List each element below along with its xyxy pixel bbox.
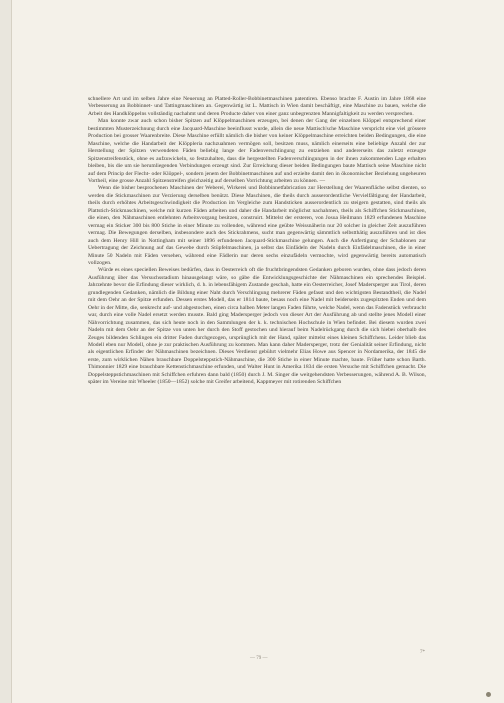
paragraph-1: schnellere Art und im selben Jahre eine Neuerung an Platted-Roller-Bobbinetmaschinen patentiren. Ebenso brachte F. Austin im Jahre 1868 eine Verbesserung an Bobbinnet- und Tattingmaschinen an. Gegenwärtig ist L. Mattisch in Wien damit beschäftigt, eine Maschine zu bauen, welche die Arbeit des Handklöppelns vollständig nachahmt und deren Producte daher von einer ganz unbegrenzten Mannigfaltigkeit zu werden versprechen. <box>88 96 426 117</box>
scan-spot <box>486 692 491 697</box>
paragraph-4: Würde es eines speciellen Beweises bedürfen, dass in Oesterreich oft die fruchtbringendsten Gedanken geboren wurden, ohne dass jedoch deren Ausführung über das Versuchsstadium hinausgelangt wäre, so gäbe die Entwicklungsgeschichte der Nähmaschinen ein sprechendes Beispiel. Jahrzehnte bevor die Erfindung dieser wirklich, d. h. in lebensfähigem Zustande geschah, hatte ein Oesterreicher, Josef Madersperger aus Tirol, deren grundlegenden Gedanken, nämlich die Bildung einer Naht durch Verschlingung mehrerer Fäden gefasst und den wichtigsten Bestandtheil, die Nadel mit dem Oehr an der Spitze erfunden. Dessen erstes Modell, das er 1814 baute, besass noch eine Nadel mit beiderseits zugespitzten Enden und dem Oehr in der Mitte, die, senkrecht auf- und abgestochen, einen circa halben Meter langen Faden führte, welche Nadel, wenn das Fadenstück verbraucht war, durch eine volle Nadel ersetzt werden musste. Bald ging Madersperger jedoch von dieser Art der Ausführung ab und stellte jenes Modell einer Nähvorrichtung zusammen, das sich heute noch in den Sammlungen der k. k. technischen Hochschule in Wien befindet. Bei diesem wurden zwei Nadeln mit dem Oehr an der Spitze von unten her durch den Stoff gestochen und hierauf beim Nadelrückgang durch die sich hiebei oberhalb des Zeuges bildenden Schlingen ein dritter Faden durchgezogen, ursprünglich mit der Hand, später mittelst eines kleinen Schiffchens. Leider blieb das Modell eben nur Modell, ohne je zur praktischen Ausführung zu kommen. Man kann daher Madersperger, trotz der Genialität seiner Erfindung, nicht als eigentlichen Erfinder der Nähmaschinen bezeichnen. Dieses Verdienst gebührt vielmehr Elias Howe aus Spencer in Nordamerika, der 1845 die erste, zum wirklichen Nähen brauchbare Doppelsteppstich-Nähmaschine, die 300 Stiche in einer Minute machte, baute. Früher hatte schon Barth. Thimonnier 1829 eine brauchbare Kettenstichmaschine erfunden, und Walter Hunt in Amerika 1834 die ersten Versuche mit Schiffchen gemacht. Die Doppelsteppstichmaschinen mit Schiffchen erfuhren dann bald (1850) durch J. M. Singer die weitgehendsten Verbesserungen, während A. B. Wilson, später im Vereine mit Wheeler (1850—1852) solche mit Greifer arbeitend, Kappmeyer mit rotirenden Schiffchen <box>88 267 426 386</box>
page-number: — 79 — <box>250 656 268 661</box>
body-text <box>88 96 426 387</box>
document-page <box>12 0 504 703</box>
signature-mark: 7* <box>420 650 425 655</box>
paragraph-3: Wenn die bisher besprochenen Maschinen der Weberei, Wirkerei und Bobbinnetfabrication zur Herstellung der Waarenfläche selbst dienten, so werden die Stickmaschinen zur Verzierung derselben benützt. Diese Maschinen, die theils durch ausserordentliche Vervielfältigung der Handarbeit, theils durch erhöhtes Arbeitsgeschwindigkeit die Production im Vergleiche zum Handsticken ausserordentlich zu steigern gestatten, sind theils als Plattstich-Stickmaschinen, welche mit kurzen Fäden arbeiten und daher die Handarbeit möglichst nachahmen, theils als Schiffchen Stickmaschinen, die einen, den Nähmaschinen entlehnten Arbeitsvorgang besitzen, construirt. Mittelst der ersteren, von Josua Heilmann 1829 erfundenen Maschine vermag ein Sticker 300 bis 800 Stiche in einer Minute zu vollenden, während eine geübte Weissnäherin nur 20 solcher in gleicher Zeit auszuführen vermag. Die Bewegungen derselben, insbesondere auch des Stickrahmens, sucht man gegenwärtig sämmtlich selbstthätig auszuführen und ist dies auch dem Henry Hill in Nottingham mit seiner 1896 erfundenen Jacquard-Stickmaschine gelungen. Auch die Anfertigung der Schablonen zur Uebertragung der Zeichnung auf das Gewebe durch Stüpfelmaschinen, ja selbst das Einfädeln der Nadeln durch Einfädelmaschinen, die in einer Minute 50 Nadeln mit Fäden versehen, während eine Fädlerin nur deren sechs einzufädeln vermochte, wird gegenwärtig bereits automatisch vollzogen. <box>88 185 426 266</box>
paragraph-2: Man konnte zwar auch schon bisher Spitzen auf Klöppelmaschinen erzeugen, bei denen der Gang der einzelnen Klöppel entsprechend einer bestimmten Musterzeichnung durch eine Jacquard-Maschine beeinflusst wurde, allein die neue Mattisch'sche Maschine verspricht eine viel grössere Production bei grosser Waarenbreite. Diese Maschine erfüllt nämlich die bisher von keiner Klöppelmaschine erreichten beiden Bedingungen, die eine Maschine, welche die Handarbeit der Klöppleria nachzuahmen vermögen soll, besitzen muss, nämlich einerseits eine beliebige Anzahl der zur Herstellung der Spitzen verwendeten Fäden beliebig lange der Fadenverschlingung zu entziehen und andererseits das zuletzt erzeugte Spitzenstreifenstück, ohne es aufzuwickeln, so festzuhalten, dass die hergestellten Fadenverschlingungen in der ihnen zukommenden Lage erhalten bleiben, bis die um sie herumliegenden Verbindungen erzeugt sind. Zur Erreichung dieser beiden Bedingungen baute Mattisch seine Maschine nicht auf dem Princip der Flecht- oder Klöppel-, sondern jenem der Bobbinetmaschinen auf und erzielte damit den in ökonomischer Beziehung ungeheuren Vortheil, eine grosse Anzahl Spitzenstreifen gleichzeitig auf derselben Vorrichtung arbeiten zu können. — <box>88 118 426 184</box>
